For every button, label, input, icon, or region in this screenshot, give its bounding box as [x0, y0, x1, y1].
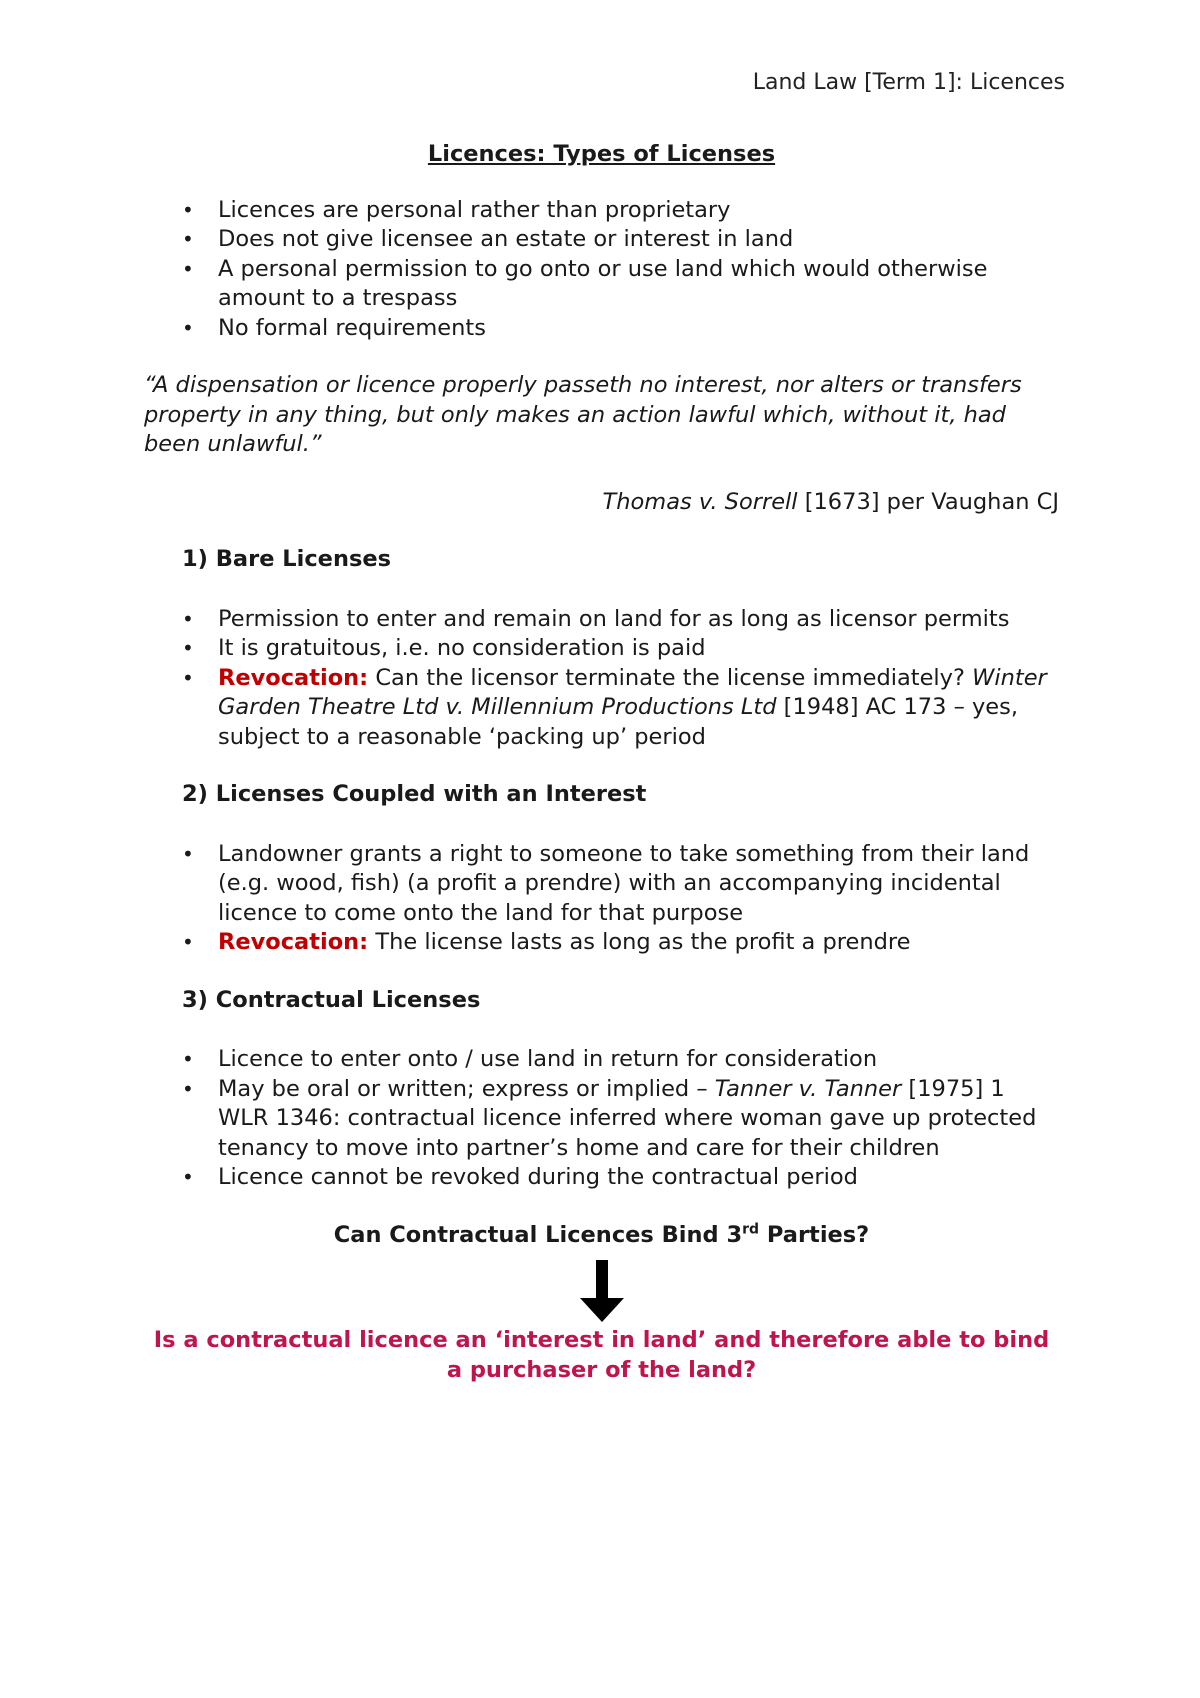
bare-licenses-list: [144, 605, 1059, 753]
case-name: Tanner v. Tanner: [714, 1075, 902, 1102]
section-heading-bare-licenses: 1) Bare Licenses: [182, 546, 392, 572]
revocation-text: Can the licensor terminate the license immediately?: [368, 664, 973, 691]
quote: “A dispensation or licence properly passeth no interest, nor alters or transfers property in any thing, but only makes an action lawful which, without it, had been unlawful.”: [144, 372, 1022, 457]
coupled-licenses-list: [144, 840, 1059, 958]
revocation-label: Revocation:: [218, 929, 369, 955]
case-name: Winter Garden Theatre Ltd v. Millennium Productions Ltd: [218, 664, 1047, 720]
section-heading-coupled-licenses: 2) Licenses Coupled with an Interest: [182, 781, 647, 807]
list-item: • Licence cannot be revoked during the contractual period: [144, 1163, 1059, 1193]
question-superscript: rd: [742, 1221, 760, 1237]
case-rest: [1975] 1 WLR 1346: contractual licence inferred where woman gave up protected tenancy to move into partner’s home and care for their children: [218, 1075, 1037, 1161]
revocation-label: Revocation:: [218, 664, 369, 691]
conclusion-question: Is a contractual licence an ‘interest in land’ and therefore able to bind a purchaser of the land?: [153, 1327, 1050, 1383]
question-heading: [144, 1221, 1059, 1251]
list-item: [144, 664, 1059, 753]
revocation-text: The license lasts as long as the profit a prendre: [368, 929, 911, 955]
list-item: [144, 928, 1059, 958]
list-item: • It is gratuitous, i.e. no consideration is paid: [144, 634, 1059, 664]
list-item: • Licences are personal rather than proprietary: [144, 196, 1059, 226]
list-item: • A personal permission to go onto or use land which would otherwise amount to a trespass: [144, 255, 1059, 314]
list-item: • Landowner grants a right to someone to take something from their land (e.g. wood, fish) (a profit a prendre) with an accompanying incidental licence to come onto the land for that purpose: [144, 840, 1059, 929]
list-item: • No formal requirements: [144, 314, 1059, 344]
intro-bullet-list: [144, 196, 1059, 344]
list-item: [144, 1075, 1059, 1164]
contractual-licenses-list: [144, 1045, 1059, 1193]
case-rest: [1948] AC 173 – yes, subject to a reasonable ‘packing up’ period: [218, 694, 1019, 750]
list-item: • Licence to enter onto / use land in return for consideration: [144, 1045, 1059, 1075]
citation-rest: [1673] per Vaughan CJ: [797, 488, 1059, 515]
document-title: Licences: Types of Licenses: [427, 141, 776, 167]
document-content: [144, 140, 1059, 1385]
question-text-end: Parties?: [759, 1221, 870, 1248]
section-heading-contractual-licenses: 3) Contractual Licenses: [182, 986, 481, 1013]
list-item: • Permission to enter and remain on land for as long as licensor permits: [144, 605, 1059, 635]
list-item: • Does not give licensee an estate or interest in land: [144, 225, 1059, 255]
question-text: Can Contractual Licences Bind 3: [333, 1221, 743, 1248]
down-arrow-icon: [144, 1260, 1059, 1322]
page-header: Land Law [Term 1]: Licences: [752, 70, 1065, 95]
citation-case: Thomas v. Sorrell: [602, 488, 798, 515]
quote-citation: [144, 488, 1059, 518]
list-text: May be oral or written; express or implied –: [218, 1075, 715, 1102]
